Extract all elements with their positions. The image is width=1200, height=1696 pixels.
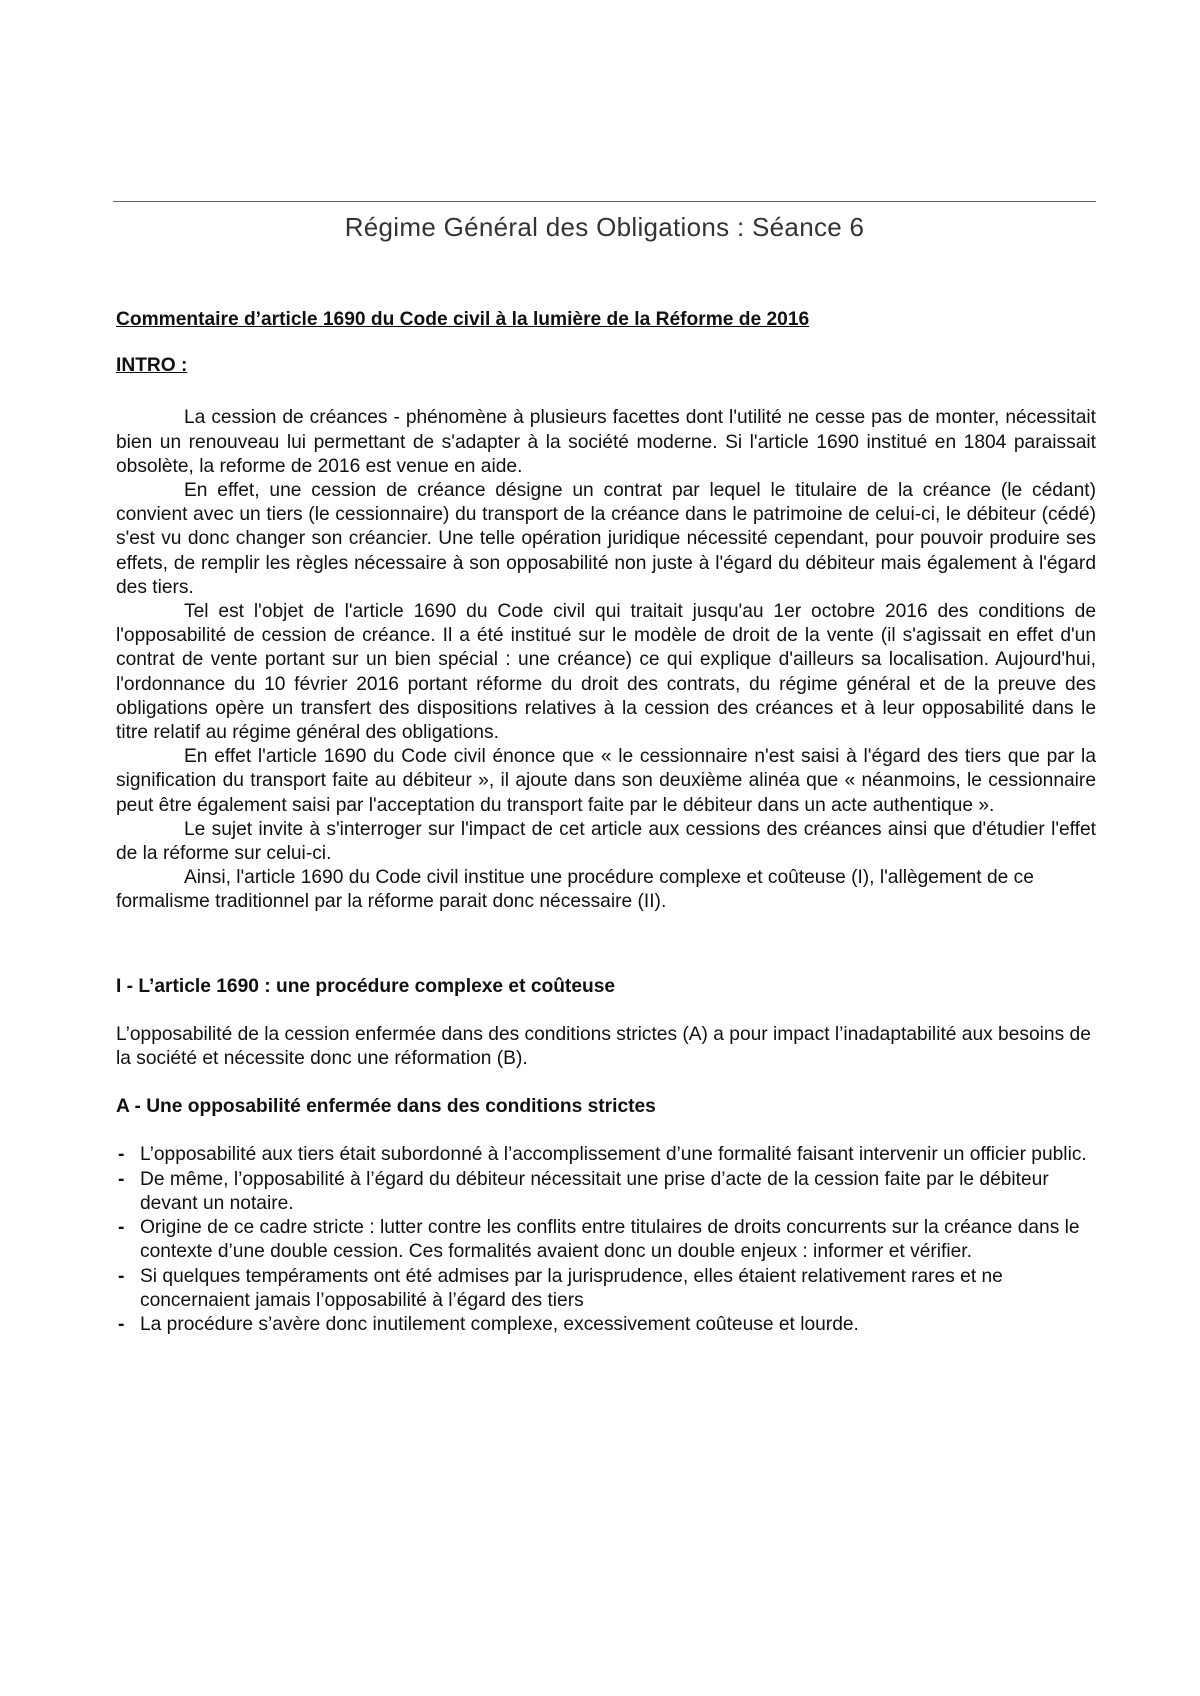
list-item (116, 1216, 1096, 1264)
dash-bullet-icon: - (118, 1168, 125, 1190)
intro-paragraph: Le sujet invite à s'interroger sur l'impact de cet article aux cessions des créances ainsi que d'étudier l'effet de la réforme sur celui-ci. (116, 818, 1096, 865)
list-item (116, 1265, 1096, 1313)
list-item (116, 1143, 1096, 1167)
list-item (116, 1168, 1096, 1216)
bullet-text: La procédure s’avère donc inutilement complexe, excessivement coûteuse et lourde. (140, 1313, 859, 1335)
subject-heading: Commentaire d’article 1690 du Code civil à la lumière de la Réforme de 2016 (116, 309, 810, 330)
bullet-text: Origine de ce cadre stricte : lutter contre les conflits entre titulaires de droits concurrents sur la créance dans le contexte d’une double cession. Ces formalités avaient donc un double enjeux : informer et vérifier. (140, 1217, 1080, 1263)
dash-bullet-icon: - (118, 1265, 125, 1287)
bullet-text: L’opposabilité aux tiers était subordonné à l’accomplissement d’une formalité faisant intervenir un officier public. (140, 1144, 1087, 1166)
intro-paragraph: Tel est l'objet de l'article 1690 du Code civil qui traitait jusqu'au 1er octobre 2016 des conditions de l'opposabilité de cession de créance. Il a été institué sur le modèle de droit de la vente (il s'agissait en effet d'un contrat de vente portant sur un bien spécial : une créance) ce qui explique d'ailleurs sa localisation. Aujourd'hui, l'ordonnance du 10 février 2016 portant réforme du droit des contrats, du régime général et de la preuve des obligations opère un transfert des dispositions relatives à la cession des créances et à leur opposabilité dans le titre relatif au régime général des obligations. (116, 601, 1096, 744)
intro-paragraph: Ainsi, l'article 1690 du Code civil institue une procédure complexe et coûteuse (I), l'allègement de ce formalisme traditionnel par la réforme parait donc nécessaire (II). (116, 867, 1034, 913)
dash-bullet-icon: - (118, 1144, 125, 1166)
dash-bullet-icon: - (118, 1217, 125, 1239)
bullet-text: De même, l’opposabilité à l’égard du débiteur nécessitait une prise d’acte de la cession faite par le débiteur devant un notaire. (140, 1168, 1049, 1214)
list-item (116, 1313, 1096, 1337)
subsection-a-heading: A - Une opposabilité enfermée dans des conditions strictes (116, 1096, 656, 1118)
dash-bullet-icon: - (118, 1313, 125, 1335)
document-body (116, 308, 1096, 1337)
subsection-a-bullet-list (116, 1143, 1096, 1337)
intro-paragraph: En effet l'article 1690 du Code civil énonce que « le cessionnaire n'est saisi à l'égard des tiers que par la signification du transport faite au débiteur », il ajoute dans son deuxième alinéa que « néanmoins, le cessionnaire peut être également saisi par l'acceptation du transport faite par le débiteur dans un acte authentique ». (116, 746, 1096, 816)
section-1-heading: I - L’article 1690 : une procédure complexe et coûteuse (116, 975, 616, 997)
header-rule (113, 201, 1096, 202)
document-title: Régime Général des Obligations : Séance 6 (344, 212, 865, 242)
section-1-intro: L’opposabilité de la cession enfermée dans des conditions strictes (A) a pour impact l’inadaptabilité aux besoins de la société et nécessite donc une réformation (B). (116, 1023, 1091, 1070)
intro-paragraph: En effet, une cession de créance désigne un contrat par lequel le titulaire de la créance (le cédant) convient avec un tiers (le cessionnaire) du transport de la créance dans le patrimoine de celui-ci, le débiteur (cédé) s'est vu donc changer son créancier. Une telle opération juridique nécessité cependant, pour pouvoir produire ses effets, de remplir les règles nécessaire à son opposabilité non juste à l'égard du débiteur mais également à l'égard des tiers. (116, 480, 1096, 598)
intro-paragraph: La cession de créances - phénomène à plusieurs facettes dont l'utilité ne cesse pas de monter, nécessitait bien un renouveau lui permettant de s'adapter à la société moderne. Si l'article 1690 institué en 1804 paraissait obsolète, la reforme de 2016 est venue en aide. (116, 407, 1096, 477)
bullet-text: Si quelques tempéraments ont été admises par la jurisprudence, elles étaient relativement rares et ne concernaient jamais l’opposabilité à l’égard des tiers (140, 1265, 1003, 1311)
intro-heading: INTRO : (116, 355, 188, 377)
